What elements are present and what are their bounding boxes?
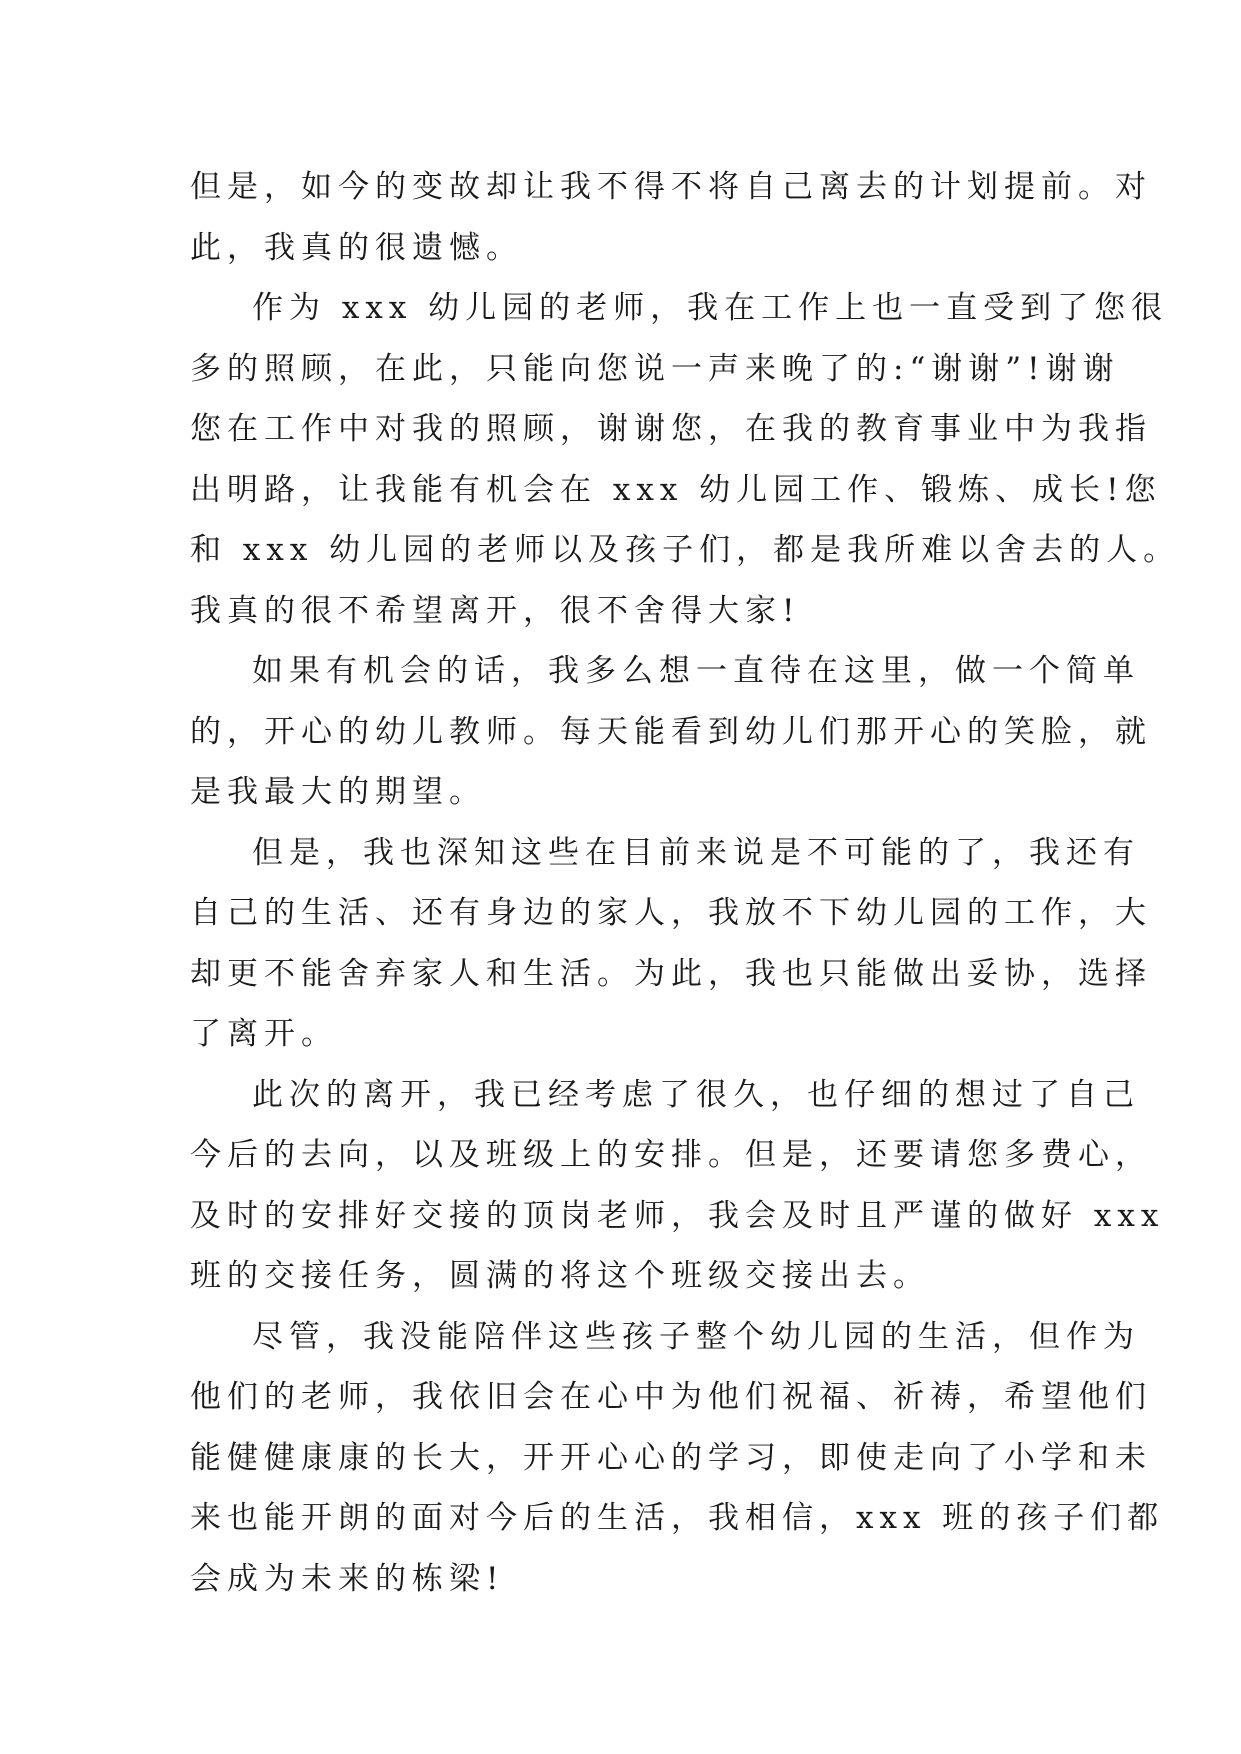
text-line: 今后的去向，以及班级上的安排。但是，还要请您多费心，	[190, 1137, 1152, 1173]
text-line: 出明路，让我能有机会在 xxx 幼儿园工作、锻炼、成长!您	[190, 471, 1162, 508]
text-line: 如果有机会的话，我多么想一直待在这里，做一个简单	[252, 653, 1140, 689]
text-line: 班的交接任务，圆满的将这个班级交接出去。	[190, 1258, 930, 1294]
text-line: 是我最大的期望。	[190, 774, 486, 810]
text-line: 作为 xxx 幼儿园的老师，我在工作上也一直受到了您很	[252, 290, 1169, 326]
text-line: 会成为未来的栋梁!	[190, 1560, 505, 1597]
text-line: 却更不能舍弃家人和生活。为此，我也只能做出妥协，选择	[190, 955, 1152, 992]
text-line: 您在工作中对我的照顾，谢谢您，在我的教育事业中为我指	[190, 411, 1152, 447]
text-line: 此，我真的很遗憾。	[190, 229, 523, 266]
text-line: 此次的离开，我已经考虑了很久，也仔细的想过了自己	[252, 1076, 1140, 1113]
text-line: 但是，我也深知这些在目前来说是不可能的了，我还有	[252, 834, 1140, 871]
text-line: 自己的生活、还有身边的家人，我放不下幼儿园的工作，大	[190, 895, 1152, 931]
text-line: 尽管，我没能陪伴这些孩子整个幼儿园的生活，但作为	[252, 1318, 1140, 1355]
text-line: 能健健康康的长大，开开心心的学习，即使走向了小学和未	[190, 1439, 1152, 1476]
text-line: 了离开。	[190, 1016, 338, 1052]
text-line: 多的照顾，在此，只能向您说一声来晚了的:“谢谢”!谢谢	[190, 350, 1120, 387]
text-line: 来也能开朗的面对今后的生活，我相信，xxx 班的孩子们都	[190, 1500, 1165, 1536]
text-line: 我真的很不希望离开，很不舍得大家!	[190, 592, 801, 629]
text-line: 的，开心的幼儿教师。每天能看到幼儿们那开心的笑脸，就	[190, 713, 1152, 750]
text-line: 但是，如今的变故却让我不得不将自己离去的计划提前。对	[190, 169, 1152, 205]
text-line: 及时的安排好交接的顶岗老师，我会及时且严谨的做好 xxx	[190, 1197, 1165, 1234]
document-body	[190, 157, 1181, 1609]
text-line: 和 xxx 幼儿园的老师以及孩子们，都是我所难以舍去的人。	[190, 532, 1181, 568]
text-line: 他们的老师，我依旧会在心中为他们祝福、祈祷，希望他们	[190, 1379, 1152, 1415]
